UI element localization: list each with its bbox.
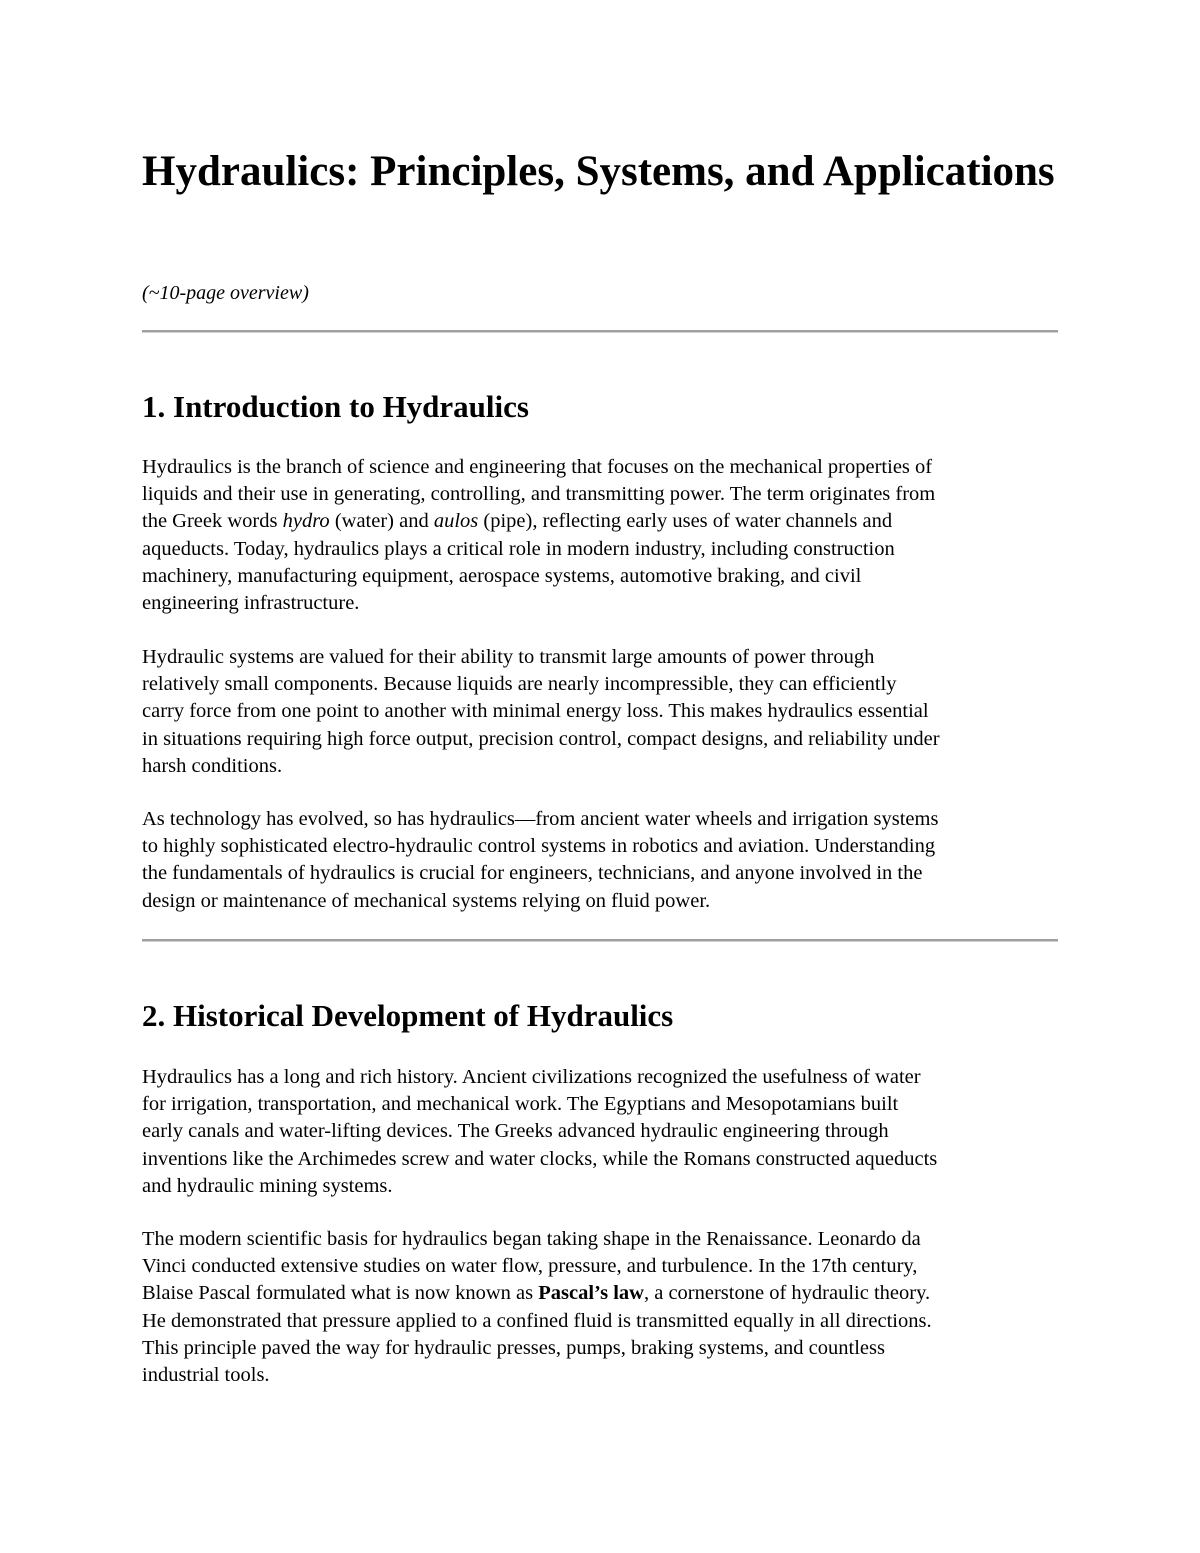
text-line: and hydraulic mining systems.	[142, 1174, 393, 1197]
emphasis-term-aulos: aulos	[433, 510, 479, 533]
document-title: Hydraulics: Principles, Systems, and Applications	[142, 148, 1055, 195]
text-line	[142, 508, 1060, 535]
text-line: harsh conditions.	[142, 754, 283, 777]
text-line: Vinci conducted extensive studies on water flow, pressure, and turbulence. In the 17th century,	[142, 1255, 918, 1278]
text-line: relatively small components. Because liquids are nearly incompressible, they can efficiently	[142, 673, 897, 696]
bold-term-pascals-law: Pascal’s law	[538, 1282, 644, 1305]
section-1-paragraph-1	[142, 454, 1060, 617]
section-1-paragraph-2	[142, 644, 1060, 780]
text-line: engineering infrastructure.	[142, 592, 360, 615]
text-line	[142, 1280, 1060, 1307]
horizontal-rule	[142, 939, 1058, 942]
section-heading-historical-development: 2. Historical Development of Hydraulics	[142, 998, 674, 1033]
text-line: Hydraulics has a long and rich history. Ancient civilizations recognized the usefulness of water	[142, 1066, 921, 1088]
text-line: The modern scientific basis for hydraulics began taking shape in the Renaissance. Leonardo da	[142, 1228, 921, 1250]
text-line: design or maintenance of mechanical systems relying on fluid power.	[142, 889, 711, 912]
emphasis-term-hydro: hydro	[282, 510, 330, 533]
horizontal-rule	[142, 330, 1058, 333]
text-segment: (pipe), reflecting early uses of water channels and	[478, 510, 893, 533]
text-segment: (water) and	[329, 510, 434, 533]
text-line: early canals and water-lifting devices. The Greeks advanced hydraulic engineering through	[142, 1120, 889, 1143]
text-line: carry force from one point to another with minimal energy loss. This makes hydraulics essential	[142, 700, 929, 723]
text-segment: , a cornerstone of hydraulic theory.	[643, 1282, 931, 1305]
text-line: to highly sophisticated electro-hydraulic control systems in robotics and aviation. Understanding	[142, 835, 936, 858]
text-line: Hydraulic systems are valued for their ability to transmit large amounts of power through	[142, 646, 875, 668]
text-segment: Blaise Pascal formulated what is now known as	[142, 1282, 539, 1305]
text-line: in situations requiring high force output, precision control, compact designs, and reliability under	[142, 727, 940, 750]
document-subtitle: (~10-page overview)	[142, 282, 309, 304]
text-segment: the Greek words	[142, 510, 283, 533]
section-heading-introduction: 1. Introduction to Hydraulics	[142, 389, 529, 424]
text-line: machinery, manufacturing equipment, aerospace systems, automotive braking, and civil	[142, 564, 862, 587]
section-1-paragraph-3	[142, 806, 1060, 915]
section-2-paragraph-2	[142, 1226, 1060, 1389]
text-line: the fundamentals of hydraulics is crucial for engineers, technicians, and anyone involved in the	[142, 862, 923, 885]
text-line: Hydraulics is the branch of science and engineering that focuses on the mechanical properties of	[142, 456, 933, 478]
text-line: aqueducts. Today, hydraulics plays a critical role in modern industry, including construction	[142, 537, 895, 560]
text-line: for irrigation, transportation, and mechanical work. The Egyptians and Mesopotamians built	[142, 1093, 899, 1116]
text-line: He demonstrated that pressure applied to a confined fluid is transmitted equally in all directions.	[142, 1309, 932, 1332]
section-2-paragraph-1	[142, 1064, 1060, 1200]
text-line: As technology has evolved, so has hydraulics—from ancient water wheels and irrigation systems	[142, 808, 939, 830]
text-line: liquids and their use in generating, controlling, and transmitting power. The term originates from	[142, 483, 936, 506]
text-line: This principle paved the way for hydraulic presses, pumps, braking systems, and countless	[142, 1336, 885, 1359]
text-line: inventions like the Archimedes screw and water clocks, while the Romans constructed aqueducts	[142, 1147, 938, 1170]
text-line: industrial tools.	[142, 1364, 270, 1387]
